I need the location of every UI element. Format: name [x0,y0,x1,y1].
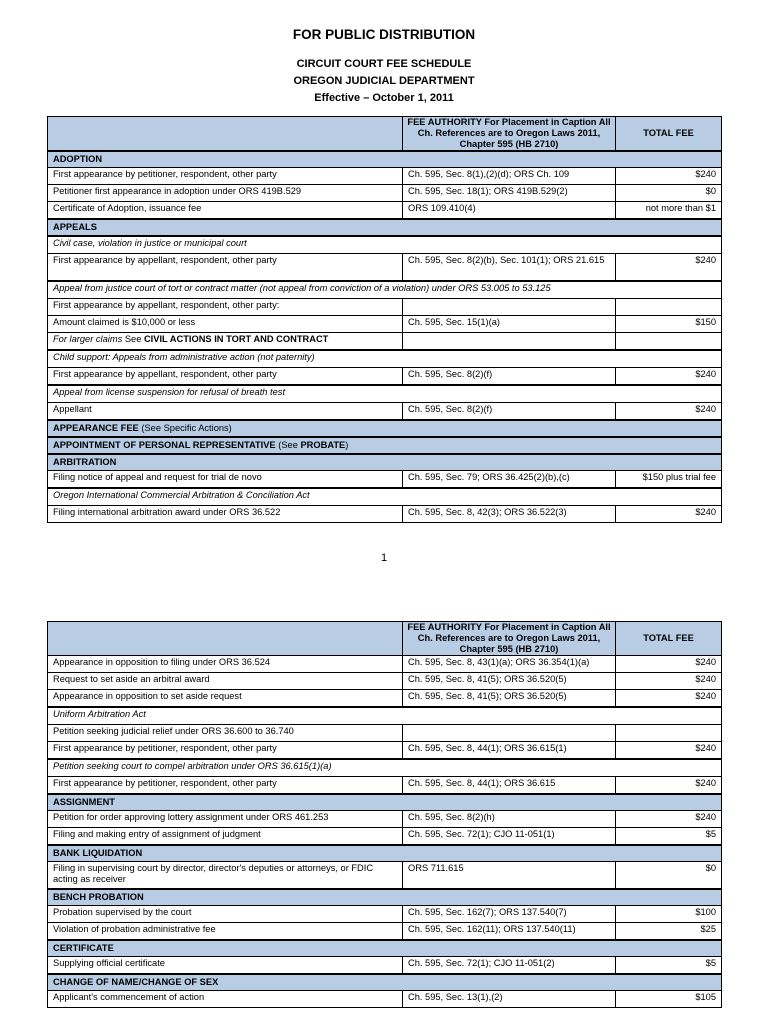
row-authority: Ch. 595, Sec. 8(2)(f) [403,368,616,386]
section-bench-probation: BENCH PROBATION [48,889,722,906]
header-authority: FEE AUTHORITY For Placement in Caption All Ch. References are to Oregon Laws 2011, Chapter 595 (HB 2710) [403,117,616,152]
table-header [48,622,722,656]
row-fee: $240 [616,506,722,523]
section-note-close: ) [345,440,349,450]
table-row [48,991,722,1008]
row-description: First appearance by petitioner, respondent, other party [48,777,403,795]
row-fee: $150 [616,316,722,333]
row-fee: $5 [616,828,722,846]
probate-reference: PROBATE [300,440,346,450]
row-authority: Ch. 595, Sec. 15(1)(a) [403,316,616,333]
row-authority: Ch. 595, Sec. 18(1); ORS 419B.529(2) [403,185,616,202]
table-row [48,254,722,282]
row-fee: $240 [616,254,722,282]
subsection-uniform-arbitration: Uniform Arbitration Act [48,707,722,725]
section-change-of-name: CHANGE OF NAME/CHANGE OF SEX [48,974,722,991]
row-description: Petitioner first appearance in adoption under ORS 419B.529 [48,185,403,202]
row-authority: Ch. 595, Sec. 8(2)(h) [403,811,616,828]
row-fee: $0 [616,862,722,890]
section-bank-liquidation: BANK LIQUIDATION [48,845,722,862]
table-row [48,725,722,742]
table-row [48,333,722,351]
row-description: Petition for order approving lottery assignment under ORS 461.253 [48,811,403,828]
section-note: (See Specific Actions) [138,423,232,433]
table-row [48,673,722,690]
header-total-fee: TOTAL FEE [616,622,722,656]
table-row [48,403,722,421]
table-row [48,299,722,316]
table-row [48,862,722,890]
row-authority: Ch. 595, Sec. 72(1); CJO 11-051(1) [403,828,616,846]
see-text: See [122,334,144,344]
row-description: Filing notice of appeal and request for trial de novo [48,471,403,489]
row-description: Applicant's commencement of action [48,991,403,1008]
row-description: Amount claimed is $10,000 or less [48,316,403,333]
row-fee: $240 [616,742,722,760]
effective-date: Effective – October 1, 2011 [314,92,454,104]
row-description: Appearance in opposition to filing under ORS 36.524 [48,656,403,673]
row-fee: $240 [616,656,722,673]
table-row [48,185,722,202]
table-header [48,117,722,152]
row-authority: Ch. 595, Sec. 8, 41(5); ORS 36.520(5) [403,673,616,690]
schedule-title: CIRCUIT COURT FEE SCHEDULE [296,58,472,70]
row-description: First appearance by appellant, respondent, other party: [48,299,403,316]
table-row [48,923,722,941]
table-row [48,316,722,333]
page-number: 1 [380,552,388,564]
row-description: Certificate of Adoption, issuance fee [48,202,403,220]
row-description: First appearance by appellant, respondent, other party [48,254,403,282]
section-adoption: ADOPTION [48,151,722,168]
table-row [48,828,722,846]
row-description: Supplying official certificate [48,957,403,975]
subsection-international-arbitration: Oregon International Commercial Arbitration & Conciliation Act [48,488,722,506]
row-description: Probation supervised by the court [48,906,403,923]
row-fee: $100 [616,906,722,923]
subsection-civil-case: Civil case, violation in justice or municipal court [48,236,722,254]
row-description: Filing in supervising court by director, director's deputies or attorneys, or FDIC acting as receiver [48,862,403,890]
row-authority: Ch. 595, Sec. 8(2)(f) [403,403,616,421]
row-fee [616,299,722,316]
row-authority [403,725,616,742]
row-description: Appearance in opposition to set aside request [48,690,403,708]
subsection-child-support: Child support: Appeals from administrative action (not paternity) [48,350,722,368]
row-authority: ORS 109.410(4) [403,202,616,220]
header-total-fee: TOTAL FEE [616,117,722,152]
header-blank-cell [48,622,403,656]
section-certificate: CERTIFICATE [48,940,722,957]
row-authority: Ch. 595, Sec. 13(1),(2) [403,991,616,1008]
row-authority: Ch. 595, Sec. 8, 42(3); ORS 36.522(3) [403,506,616,523]
table-row [48,168,722,185]
row-authority: Ch. 595, Sec. 162(11); ORS 137.540(11) [403,923,616,941]
row-fee: $0 [616,185,722,202]
row-description: Filing and making entry of assignment of judgment [48,828,403,846]
table-row [48,202,722,220]
row-description: Petition seeking judicial relief under ORS 36.600 to 36.740 [48,725,403,742]
department-title: OREGON JUDICIAL DEPARTMENT [293,75,475,87]
row-fee [616,725,722,742]
row-authority: Ch. 595, Sec. 8(2)(b), Sec. 101(1); ORS 21.615 [403,254,616,282]
row-description: First appearance by appellant, respondent, other party [48,368,403,386]
row-description: Request to set aside an arbitral award [48,673,403,690]
subsection-license-suspension: Appeal from license suspension for refusal of breath test [48,385,722,403]
row-description: Filing international arbitration award under ORS 36.522 [48,506,403,523]
row-authority: Ch. 595, Sec. 162(7); ORS 137.540(7) [403,906,616,923]
section-note: (See [275,440,301,450]
row-fee: $150 plus trial fee [616,471,722,489]
row-authority: Ch. 595, Sec. 79; ORS 36.425(2)(b),(c) [403,471,616,489]
section-appointment [48,437,722,454]
section-title: APPEARANCE FEE [53,423,139,433]
row-fee: $240 [616,368,722,386]
row-authority: Ch. 595, Sec. 72(1); CJO 11-051(2) [403,957,616,975]
table-row [48,471,722,489]
cross-reference-link: CIVIL ACTIONS IN TORT AND CONTRACT [143,334,329,344]
subsection-compel-arbitration: Petition seeking court to compel arbitration under ORS 36.615(1)(a) [48,759,722,777]
row-fee: $105 [616,991,722,1008]
table-row [48,777,722,795]
row-fee [616,333,722,351]
row-authority: ORS 711.615 [403,862,616,890]
row-authority: Ch. 595, Sec. 8, 41(5); ORS 36.520(5) [403,690,616,708]
table-row [48,906,722,923]
row-description: First appearance by petitioner, respondent, other party [48,168,403,185]
table-row [48,957,722,975]
row-authority [403,333,616,351]
row-fee: $240 [616,403,722,421]
row-description: Appellant [48,403,403,421]
table-row [48,368,722,386]
row-description [48,333,403,351]
row-authority: Ch. 595, Sec. 8, 44(1); ORS 36.615(1) [403,742,616,760]
subsection-justice-court-appeal: Appeal from justice court of tort or contract matter (not appeal from conviction of a violation) under ORS 53.005 to 53.125 [48,281,722,299]
section-arbitration: ARBITRATION [48,454,722,471]
row-description: First appearance by petitioner, respondent, other party [48,742,403,760]
row-fee: $240 [616,673,722,690]
document-banner: FOR PUBLIC DISTRIBUTION [292,27,476,42]
row-fee: $240 [616,777,722,795]
row-authority: Ch. 595, Sec. 8, 43(1)(a); ORS 36.354(1)(a) [403,656,616,673]
row-fee: $5 [616,957,722,975]
larger-claims-text: For larger claims [53,334,123,344]
section-appearance-fee [48,420,722,437]
row-authority: Ch. 595, Sec. 8, 44(1); ORS 36.615 [403,777,616,795]
table-row [48,811,722,828]
row-fee: not more than $1 [616,202,722,220]
fee-table-page-1 [47,116,722,523]
table-row [48,656,722,673]
row-fee: $240 [616,168,722,185]
row-fee: $240 [616,811,722,828]
table-row [48,690,722,708]
header-blank-cell [48,117,403,152]
section-appeals: APPEALS [48,219,722,236]
row-fee: $240 [616,690,722,708]
row-description: Violation of probation administrative fee [48,923,403,941]
header-authority: FEE AUTHORITY For Placement in Caption All Ch. References are to Oregon Laws 2011, Chapter 595 (HB 2710) [403,622,616,656]
section-title: APPOINTMENT OF PERSONAL REPRESENTATIVE [53,440,276,450]
section-assignment: ASSIGNMENT [48,794,722,811]
fee-table-page-2 [47,621,722,1008]
row-fee: $25 [616,923,722,941]
table-row [48,506,722,523]
row-authority: Ch. 595, Sec. 8(1),(2)(d); ORS Ch. 109 [403,168,616,185]
table-row [48,742,722,760]
row-authority [403,299,616,316]
